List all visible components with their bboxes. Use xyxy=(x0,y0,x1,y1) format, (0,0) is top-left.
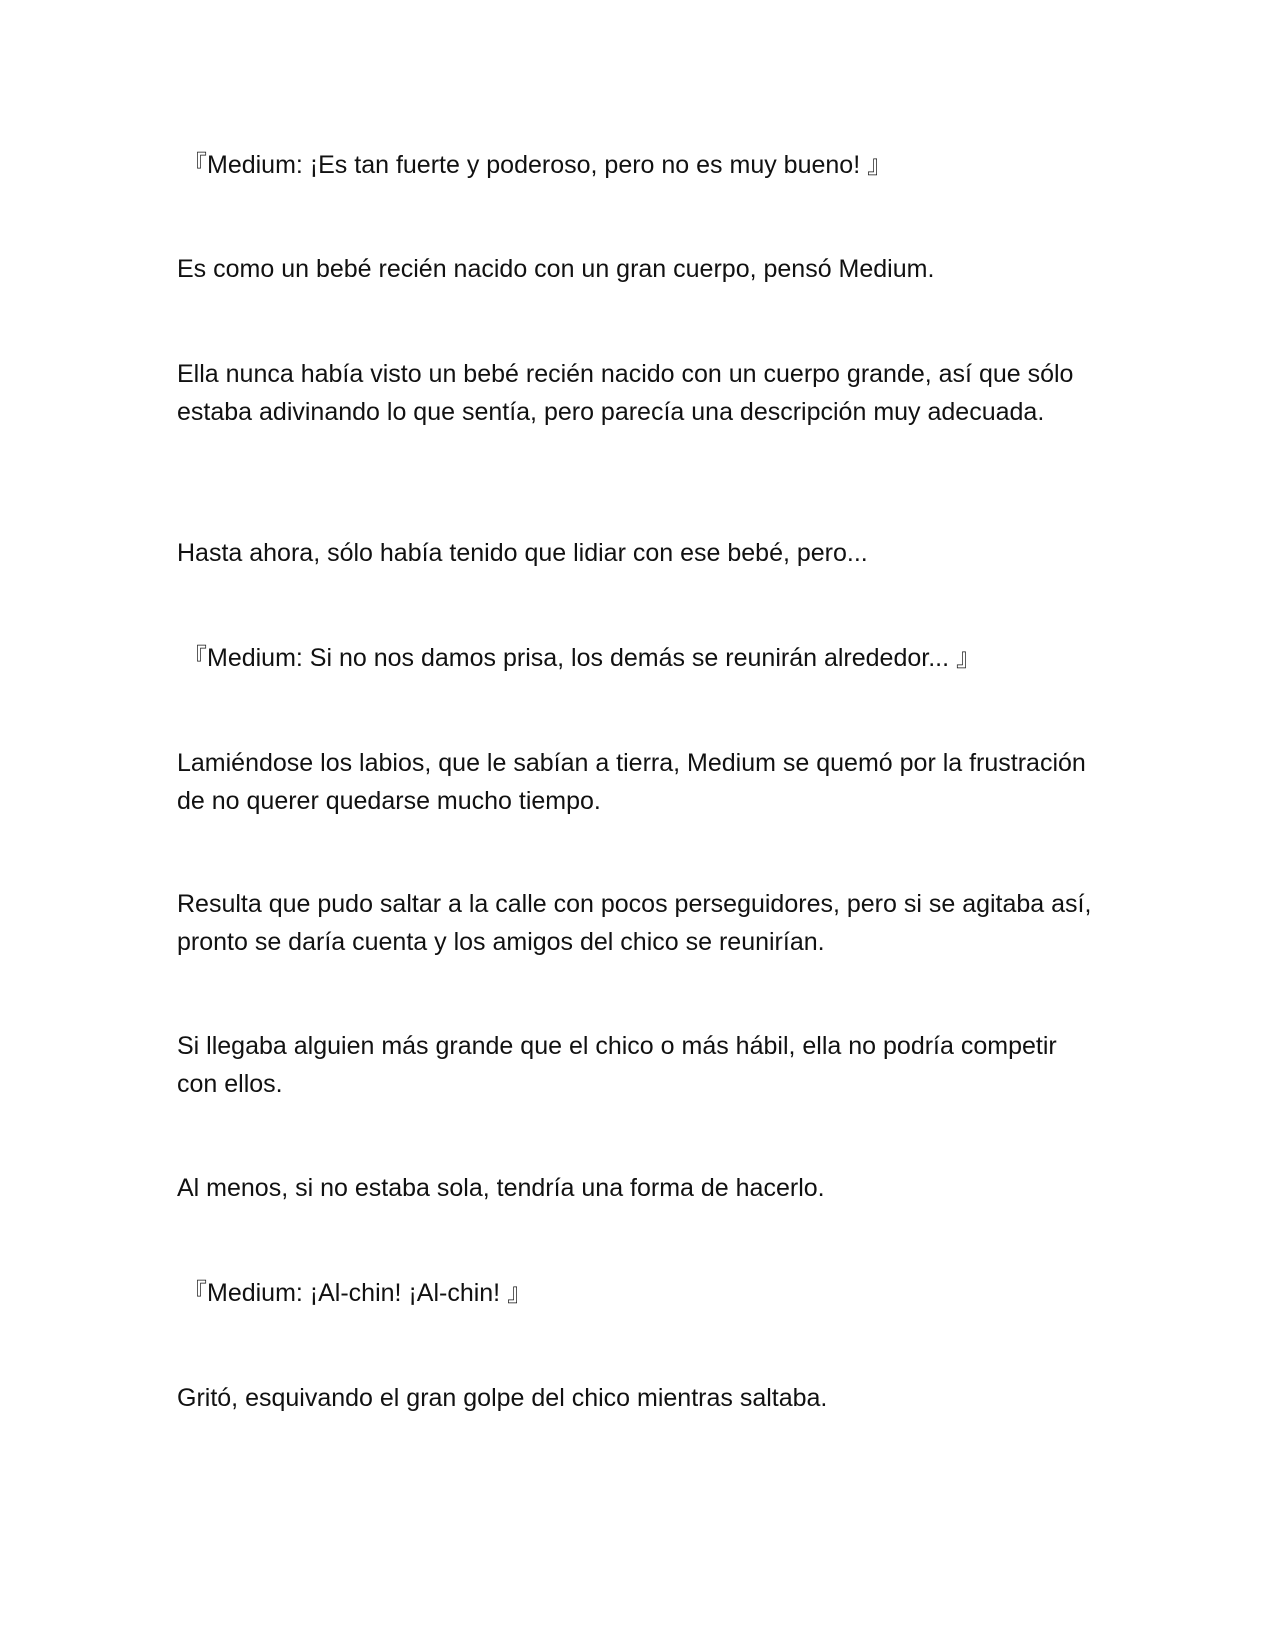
paragraph: Si llegaba alguien más grande que el chico o más hábil, ella no podría competir con ellos. xyxy=(177,1032,1057,1098)
paragraph: Ella nunca había visto un bebé recién nacido con un cuerpo grande, así que sólo estaba adivinando lo que sentía, pero parecía una descripción muy adecuada. xyxy=(177,360,1074,426)
paragraph: Resulta que pudo saltar a la calle con pocos perseguidores, pero si se agitaba así, pronto se daría cuenta y los amigos del chico se reunirían. xyxy=(177,890,1092,956)
dialogue-line: 『Medium: ¡Al-chin! ¡Al-chin! 』 xyxy=(182,1279,533,1307)
paragraph: Hasta ahora, sólo había tenido que lidiar con ese bebé, pero... xyxy=(177,539,868,567)
dialogue-line: 『Medium: Si no nos damos prisa, los demás se reunirán alrededor... 』 xyxy=(182,644,981,672)
paragraph: Es como un bebé recién nacido con un gran cuerpo, pensó Medium. xyxy=(177,255,935,283)
paragraph: Lamiéndose los labios, que le sabían a tierra, Medium se quemó por la frustración de no querer quedarse mucho tiempo. xyxy=(177,749,1086,815)
paragraph: Gritó, esquivando el gran golpe del chico mientras saltaba. xyxy=(177,1384,828,1412)
dialogue-line: 『Medium: ¡Es tan fuerte y poderoso, pero no es muy bueno! 』 xyxy=(182,151,893,179)
paragraph: Al menos, si no estaba sola, tendría una forma de hacerlo. xyxy=(177,1174,825,1202)
